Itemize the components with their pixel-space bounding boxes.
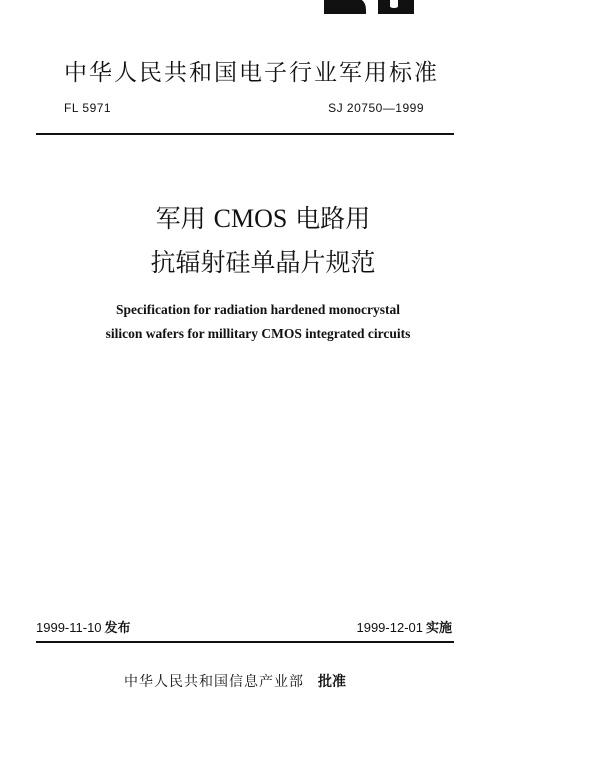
effective-date-label: 实施 bbox=[425, 621, 452, 636]
issue-date-value: 1999-11-10 bbox=[36, 620, 102, 635]
classification-code: FL 5971 bbox=[64, 101, 112, 115]
english-title-line-1: Specification for radiation hardened monocrystal bbox=[116, 302, 400, 317]
issue-date-label: 发布 bbox=[104, 621, 131, 636]
footer-divider bbox=[36, 641, 454, 643]
standard-title: 中华人民共和国电子行业军用标准 bbox=[64, 60, 439, 86]
approval-line bbox=[124, 671, 346, 691]
document-title-line-2: 抗辐射硅单晶片规范 bbox=[150, 248, 376, 277]
title-latin: CMOS bbox=[213, 204, 288, 233]
issue-date bbox=[36, 617, 131, 636]
document-title-line-1 bbox=[0, 199, 526, 235]
header-divider bbox=[36, 133, 454, 135]
effective-date-value: 1999-12-01 bbox=[356, 620, 423, 635]
title-prefix: 军用 bbox=[155, 204, 206, 233]
title-suffix: 电路用 bbox=[295, 204, 371, 233]
sj-logo bbox=[320, 0, 420, 30]
standard-number: SJ 20750—1999 bbox=[328, 101, 424, 115]
english-title-line-2: silicon wafers for millitary CMOS integrated circuits bbox=[105, 326, 411, 341]
approval-label: 批准 bbox=[318, 674, 346, 690]
effective-date bbox=[356, 617, 452, 636]
approving-authority: 中华人民共和国信息产业部 bbox=[124, 674, 304, 690]
